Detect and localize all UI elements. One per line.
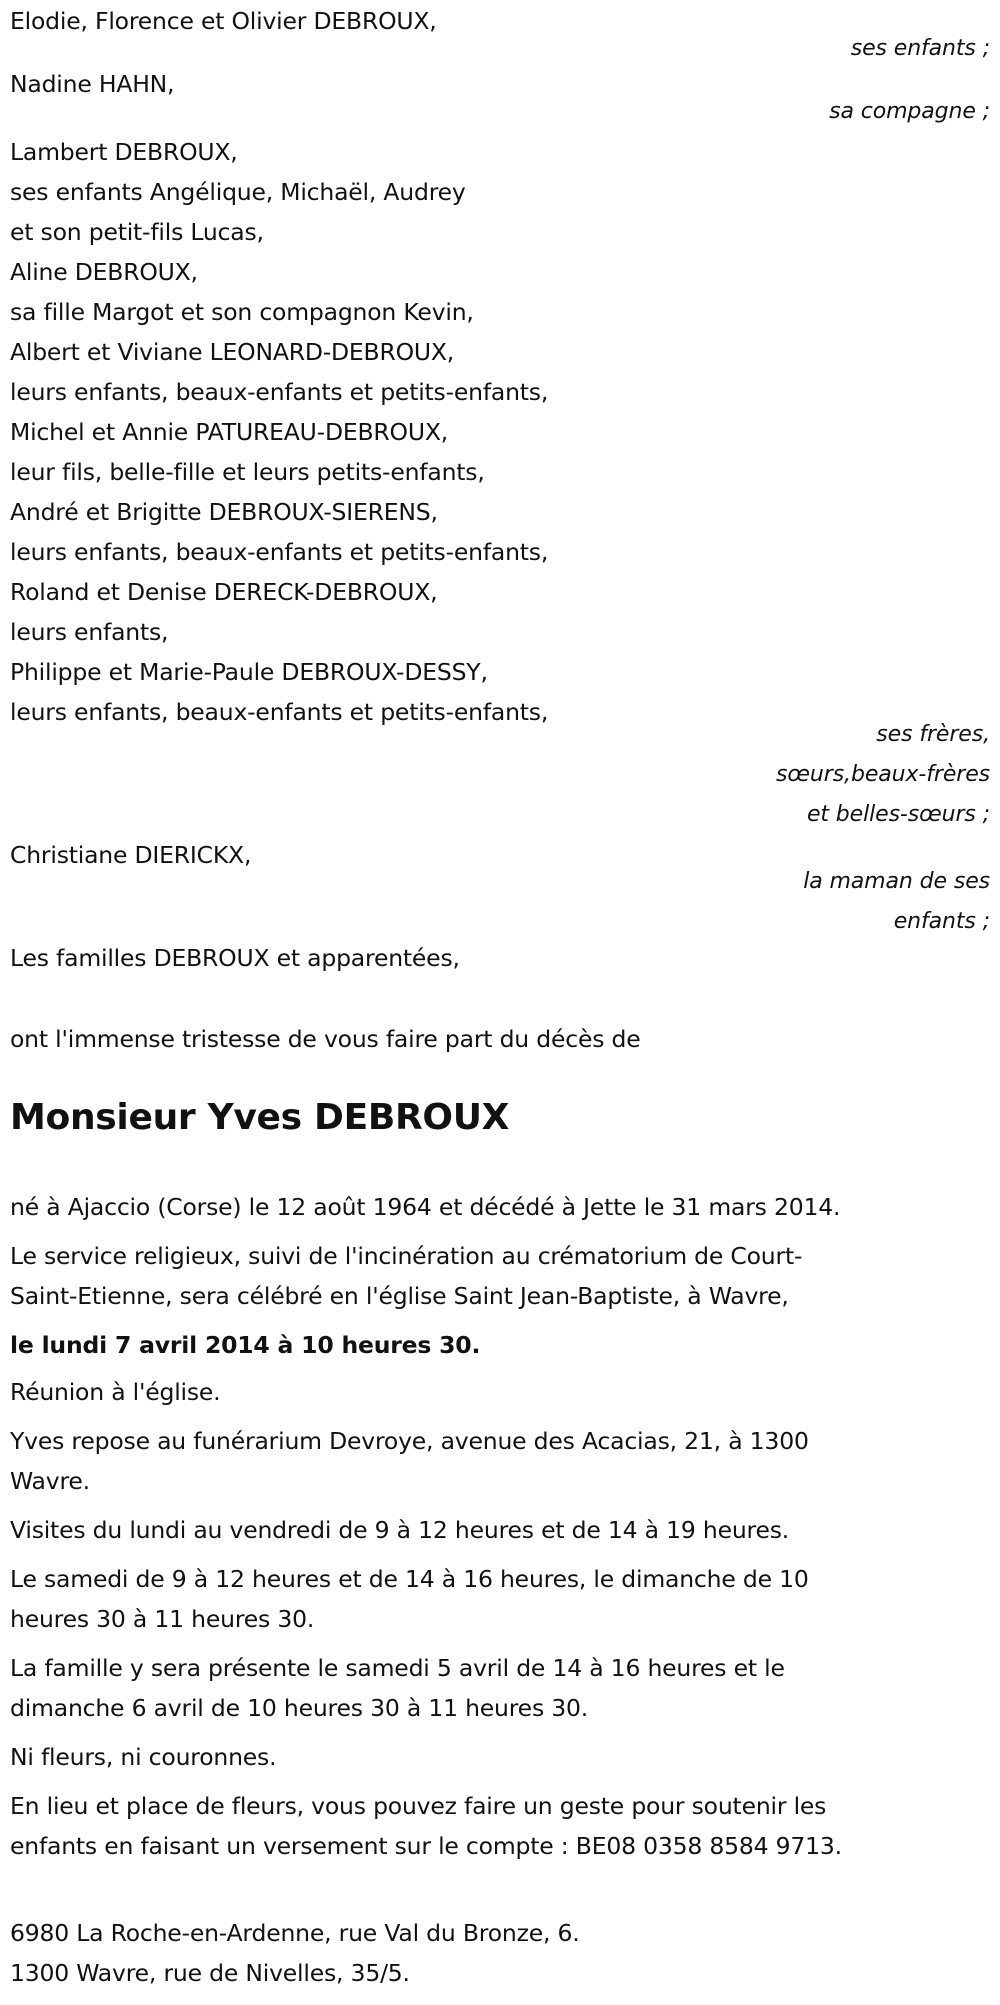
visits-weekend-line: Le samedi de 9 à 12 heures et de 14 à 16 heures, le dimanche de 10 — [10, 1565, 809, 1593]
mother-name: Christiane DIERICKX, — [10, 841, 252, 869]
visits-weekdays: Visites du lundi au vendredi de 9 à 12 heures et de 14 à 19 heures. — [10, 1516, 790, 1544]
mother-role-line: la maman de ses — [803, 869, 990, 894]
partner-role: sa compagne ; — [829, 99, 990, 124]
children-names: Elodie, Florence et Olivier DEBROUX, — [10, 7, 437, 35]
sibling-line: Albert et Viviane LEONARD-DEBROUX, — [10, 338, 455, 366]
children-role: ses enfants ; — [850, 36, 990, 61]
repose-line: Wavre. — [10, 1467, 90, 1495]
service-line: Le service religieux, suivi de l'incinération au crématorium de Court- — [10, 1242, 803, 1270]
sibling-line: leurs enfants, beaux-enfants et petits-enfants, — [10, 698, 549, 726]
partner-name: Nadine HAHN, — [10, 70, 175, 98]
sibling-line: André et Brigitte DEBROUX-SIERENS, — [10, 498, 438, 526]
announcement: ont l'immense tristesse de vous faire part du décès de — [10, 1025, 641, 1053]
siblings-role-line: sœurs,beaux-frères — [776, 762, 990, 787]
sibling-line: sa fille Margot et son compagnon Kevin, — [10, 298, 474, 326]
sibling-line: Roland et Denise DERECK-DEBROUX, — [10, 578, 438, 606]
donation-line: En lieu et place de fleurs, vous pouvez faire un geste pour soutenir les — [10, 1792, 827, 1820]
meeting: Réunion à l'église. — [10, 1378, 221, 1406]
sibling-line: ses enfants Angélique, Michaël, Audrey — [10, 178, 466, 206]
repose-line: Yves repose au funérarium Devroye, avenue des Acacias, 21, à 1300 — [10, 1427, 809, 1455]
sibling-line: Aline DEBROUX, — [10, 258, 198, 286]
address-line: 6980 La Roche-en-Ardenne, rue Val du Bronze, 6. — [10, 1919, 580, 1947]
families-line: Les familles DEBROUX et apparentées, — [10, 944, 460, 972]
mother-role-line: enfants ; — [893, 909, 990, 934]
sibling-line: Lambert DEBROUX, — [10, 138, 238, 166]
sibling-line: leurs enfants, beaux-enfants et petits-enfants, — [10, 378, 549, 406]
address-line: 1300 Wavre, rue de Nivelles, 35/5. — [10, 1959, 410, 1987]
donation-line: enfants en faisant un versement sur le compte : BE08 0358 8584 9713. — [10, 1832, 842, 1860]
sibling-line: Michel et Annie PATUREAU-DEBROUX, — [10, 418, 449, 446]
service-line: Saint-Etienne, sera célébré en l'église Saint Jean-Baptiste, à Wavre, — [10, 1282, 789, 1310]
no-flowers: Ni fleurs, ni couronnes. — [10, 1743, 277, 1771]
sibling-line: Philippe et Marie-Paule DEBROUX-DESSY, — [10, 658, 488, 686]
siblings-role-line: et belles-sœurs ; — [806, 802, 990, 827]
birth-death: né à Ajaccio (Corse) le 12 août 1964 et décédé à Jette le 31 mars 2014. — [10, 1193, 841, 1221]
sibling-line: leurs enfants, — [10, 618, 169, 646]
visits-weekend-line: heures 30 à 11 heures 30. — [10, 1605, 315, 1633]
deceased-name: Monsieur Yves DEBROUX — [10, 1097, 510, 1138]
siblings-role-line: ses frères, — [876, 722, 990, 747]
family-presence-line: dimanche 6 avril de 10 heures 30 à 11 heures 30. — [10, 1694, 589, 1722]
family-presence-line: La famille y sera présente le samedi 5 avril de 14 à 16 heures et le — [10, 1654, 785, 1682]
sibling-line: et son petit-fils Lucas, — [10, 218, 264, 246]
sibling-line: leur fils, belle-fille et leurs petits-enfants, — [10, 458, 485, 486]
sibling-line: leurs enfants, beaux-enfants et petits-enfants, — [10, 538, 549, 566]
service-date: le lundi 7 avril 2014 à 10 heures 30. — [10, 1331, 481, 1359]
